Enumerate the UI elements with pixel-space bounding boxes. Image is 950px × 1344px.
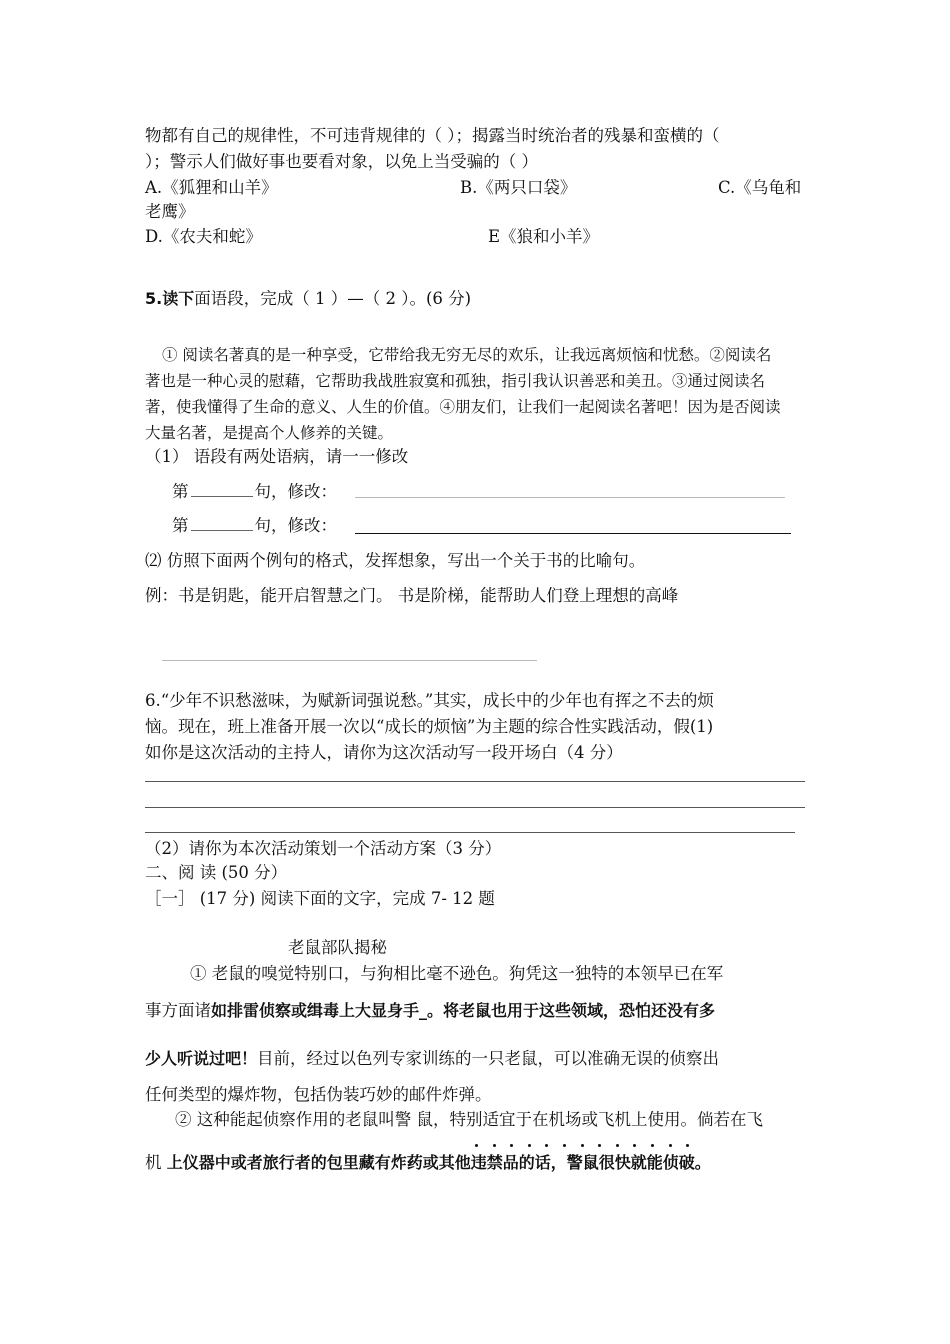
q4-option-a: A.《狐狸和山羊》	[145, 178, 278, 197]
q6-sub2: （2）请你为本次活动策划一个活动方案（3 分）	[145, 839, 502, 858]
p2-line-2-normal: 机	[145, 1153, 167, 1172]
p1-line-3-normal: 目前，经过以色列专家训练的一只老鼠，可以准确无误的侦察出	[257, 1049, 720, 1068]
q4-option-c: C.《乌龟和	[718, 178, 802, 197]
article-p2-line-2	[145, 1152, 711, 1174]
opening-answer-line-3[interactable]	[145, 832, 795, 833]
sentence-number-blank[interactable]	[191, 516, 253, 531]
q4-option-c-cont: 老鹰》	[145, 202, 195, 221]
q4-option-b: B.《两只口袋》	[460, 178, 577, 197]
metaphor-answer-line[interactable]	[162, 660, 537, 661]
q5-fix-row-1	[172, 481, 337, 503]
q5-sub1: （1） 语段有两处语病，请一一修改	[145, 447, 409, 466]
q6-line-1: 6.“少年不识愁滋味，为赋新词强说愁。”其实，成长中的少年也有挥之不去的烦	[145, 691, 714, 710]
q5-example: 例：书是钥匙，能开启智慧之门。 书是阶梯，能帮助人们登上理想的高峰	[145, 586, 679, 605]
article-p1-line-2	[145, 1000, 715, 1022]
opening-answer-line-1[interactable]	[145, 781, 805, 782]
q6-line-3: 如你是这次活动的主持人，请你为这次活动写一段开场白（4 分）	[145, 743, 623, 762]
article-p1-line-4: 任何类型的爆炸物，包括伪装巧妙的邮件炸弹。	[145, 1085, 492, 1104]
fix-prefix: 第	[172, 516, 189, 535]
q5-fix-row-2	[172, 515, 337, 537]
p1-line-2-normal: 事方面诸	[145, 1001, 211, 1020]
q4-line-1: 物都有自己的规律性，不可违背规律的（ ）；揭露当时统治者的残暴和蛮横的（	[145, 126, 720, 145]
q4-option-e: E《狼和小羊》	[488, 227, 600, 246]
q6-line-2: 恼。现在，班上准备开展一次以“成长的烦恼”为主题的综合性实践活动，假(1)	[145, 717, 714, 736]
q5-passage-line-1: ① 阅读名著真的是一种享受，它带给我无穷无尽的欢乐，让我远离烦恼和忧愁。②阅读名	[162, 346, 772, 364]
q5-passage-line-2: 著也是一种心灵的慰藉，它帮助我战胜寂寞和孤独，指引我认识善恶和美丑。③通过阅读名	[145, 372, 766, 390]
opening-answer-line-2[interactable]	[145, 807, 805, 808]
fix-suffix: 句，修改：	[254, 516, 337, 535]
q5-passage-line-4: 大量名著，是提高个人修养的关键。	[145, 424, 394, 442]
q4-option-d: D.《农夫和蛇》	[145, 227, 262, 246]
article-p2-line-1: ② 这种能起侦察作用的老鼠叫警 鼠，特别适宜于在机场或飞机上使用。倘若在飞	[175, 1110, 763, 1129]
part-one-instruction: ［一］ (17 分) 阅读下面的文字，完成 7- 12 题	[145, 889, 495, 908]
article-p1-line-3	[145, 1048, 719, 1070]
article-p1-line-1: ① 老鼠的嗅觉特别口，与狗相比毫不逊色。狗凭这一独特的本领早已在军	[190, 964, 724, 983]
emphasis-dots	[475, 1132, 704, 1138]
sentence-number-blank[interactable]	[191, 482, 253, 497]
fix-prefix: 第	[172, 482, 189, 501]
article-title: 老鼠部队揭秘	[288, 938, 387, 957]
q5-passage-line-3: 著，使我懂得了生命的意义、人生的价值。④朋友们，让我们一起阅读名著吧！因为是否阅读	[145, 398, 781, 416]
q5-title-rest: 面语段，完成（ 1 ）—（ 2 ）。(6 分)	[194, 289, 472, 308]
q5-sub2: ⑵ 仿照下面两个例句的格式，发挥想象，写出一个关于书的比喻句。	[145, 551, 646, 570]
fix-answer-line-1[interactable]	[355, 497, 785, 498]
fix-answer-line-2[interactable]	[355, 533, 791, 534]
p1-line-2-bold: 如排雷侦察或缉毒上大显身手_。将老鼠也用于这些领域，恐怕还没有多	[211, 1001, 716, 1020]
section-heading: 二、阅 读 (50 分）	[145, 863, 288, 882]
q4-line-2: ）；警示人们做好事也要看对象，以免上当受骗的（ ）	[145, 152, 538, 171]
p1-line-3-bold: 少人听说过吧！	[145, 1049, 258, 1068]
q5-title	[145, 288, 471, 310]
p2-line-2-bold: 上仪器中或者旅行者的包里藏有炸药或其他违禁品的话，警鼠很快就能侦破。	[166, 1153, 711, 1172]
q5-title-bold: 5.读下	[145, 289, 195, 308]
fix-suffix: 句，修改：	[254, 482, 337, 501]
